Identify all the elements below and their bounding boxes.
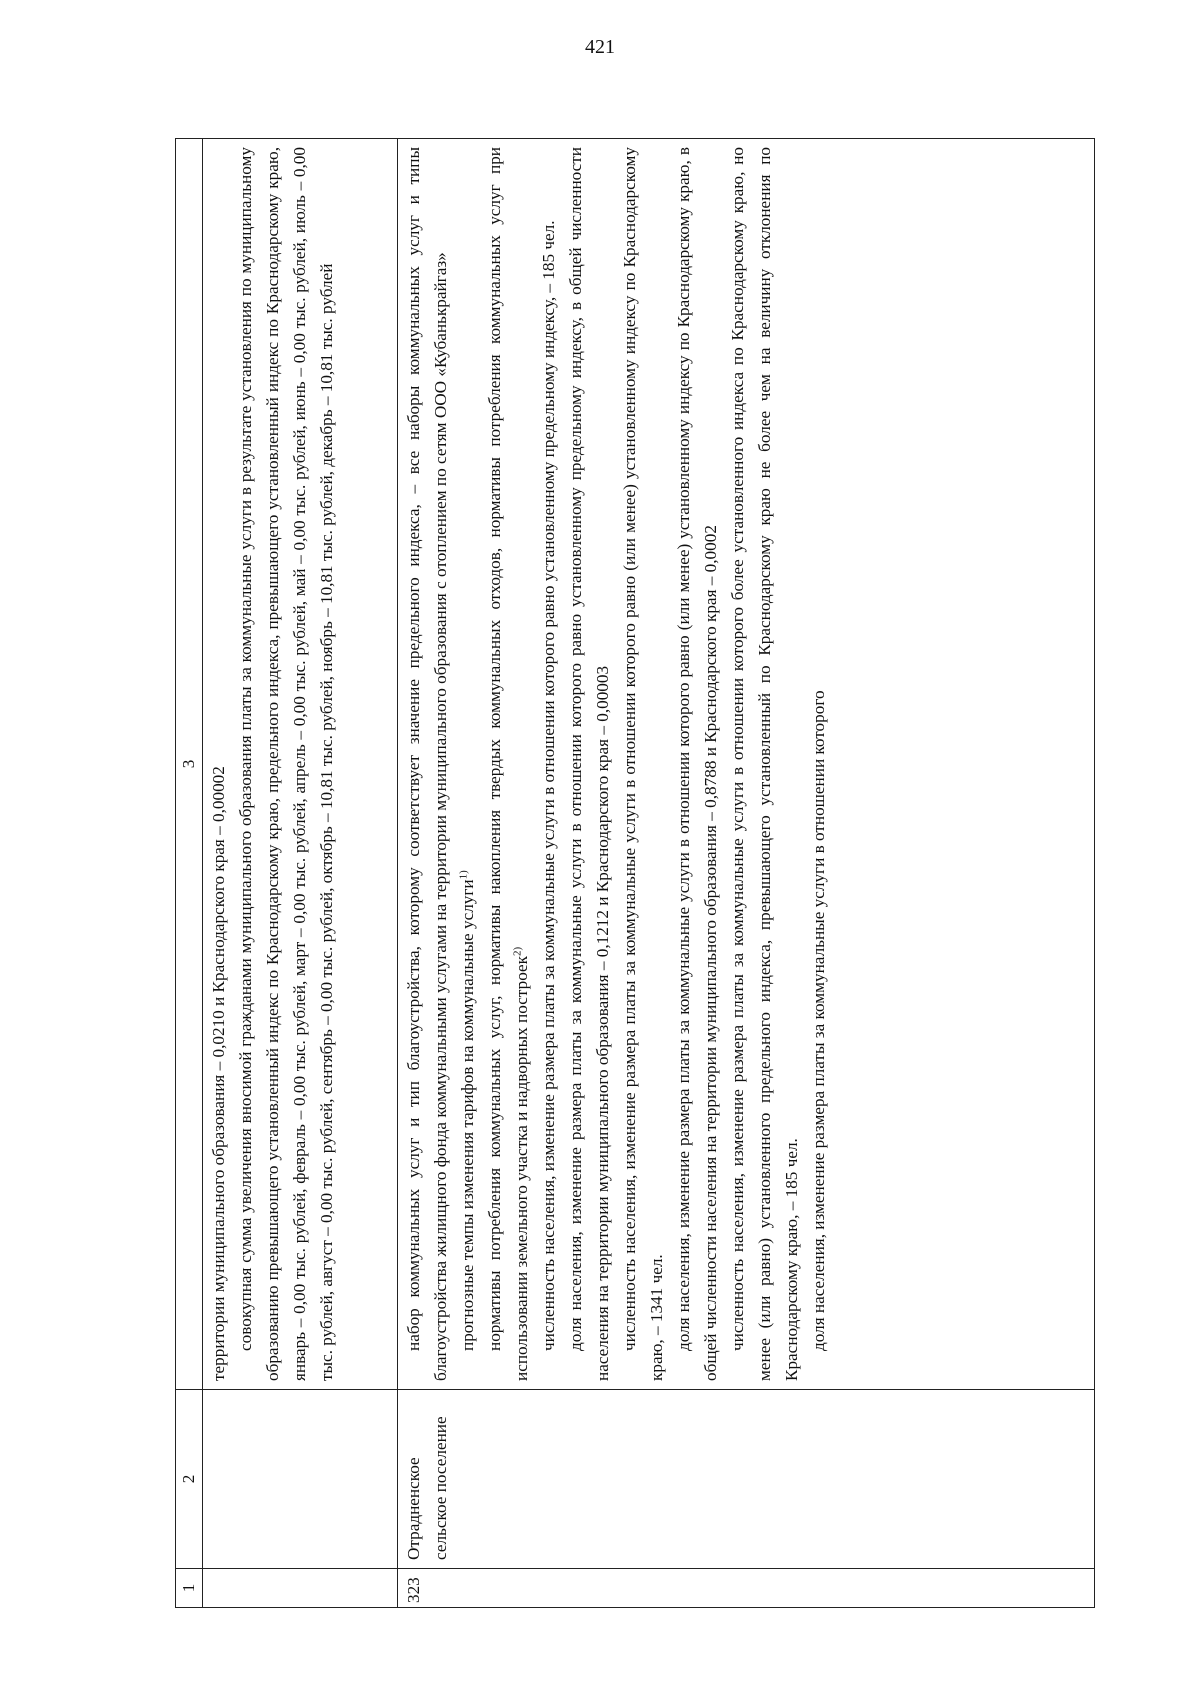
row-323-paragraph-0: набор коммунальных услуг и тип благоустройства, которому соответствует значение предельного индекса, – все наборы коммунальных услуг и типы благоустройства жилищного фонда коммунальными услугами на территории муниципального образования с отоплением по сетям ООО «Кубанькрайгаз»	[404, 147, 450, 1381]
row-323-paragraph-7: численность населения, изменение размера платы за коммунальные услуги в отношении которого более установленного индекса по Краснодарскому краю, но менее (или равно) установленного предельного индекса, превышающего установленный по Краснодарскому краю не более чем на величину отклонения по Краснодарскому краю, – 185 чел.	[728, 147, 801, 1381]
row-323-content	[398, 139, 1095, 1390]
row-323-paragraph-2	[481, 147, 535, 1381]
header-col-2: 2	[176, 1390, 203, 1569]
row-cont-number	[203, 1569, 398, 1608]
row-323-name: Отрадненское сельское поселение	[398, 1390, 1095, 1569]
row-cont-name	[203, 1390, 398, 1569]
table-row-continuation	[203, 139, 398, 1608]
row-323-paragraph-2-text: нормативы потребления коммунальных услуг, нормативы накопления твердых коммунальных отходов, нормативы потребления коммунальных услуг при использовании земельного участка и надворных построек	[485, 147, 531, 1381]
row-323-paragraph-1	[454, 147, 481, 1381]
table-row-323	[398, 139, 1095, 1608]
footnote-1-marker: 1)	[457, 870, 470, 880]
row-323-paragraph-3: численность населения, изменение размера платы за коммунальные услуги в отношении которого равно установленному предельному индексу, – 185 чел.	[539, 220, 558, 1351]
page-number: 421	[585, 36, 615, 58]
row-323-paragraph-6: доля населения, изменение размера платы за коммунальные услуги в отношении которого равно (или менее) установленному индексу по Краснодарскому краю, в общей численности населения на территории муниципального образования – 0,8788 и Краснодарского края – 0,0002	[674, 147, 720, 1381]
row-323-paragraph-1-text: прогнозные темпы изменения тарифов на коммунальные услуги	[458, 879, 477, 1351]
header-col-1: 1	[176, 1569, 203, 1608]
rotated-table-container	[175, 138, 1095, 1608]
row-cont-paragraph-0: территории муниципального образования – 0,0210 и Краснодарского края – 0,00002	[209, 766, 228, 1381]
row-323-paragraph-4: доля населения, изменение размера платы за коммунальные услуги в отношении которого равно установленному предельному индексу, в общей численности населения на территории муниципального образования – 0,1212 и Краснодарского края – 0,00003	[566, 147, 612, 1381]
footnote-2-marker: 2)	[511, 946, 524, 956]
row-323-number: 323	[398, 1569, 1095, 1608]
indices-table	[175, 138, 1095, 1608]
row-cont-paragraph-1: совокупная сумма увеличения вносимой гражданами муниципального образования платы за коммунальные услуги в результате установления по муниципальному образованию превышающего установленный индекс по Краснодарскому краю, предельного индекса, превышающего установленный индекс по Краснодарскому краю, январь – 0,00 тыс. рублей, февраль – 0,00 тыс. рублей, март – 0,00 тыс. рублей, апрель – 0,00 тыс. рублей, май – 0,00 тыс. рублей, июнь – 0,00 тыс. рублей, июль – 0,00 тыс. рублей, август – 0,00 тыс. рублей, сентябрь – 0,00 тыс. рублей, октябрь – 10,81 тыс. рублей, ноябрь – 10,81 тыс. рублей, декабрь – 10,81 тыс. рублей	[236, 147, 336, 1381]
row-323-paragraph-5: численность населения, изменение размера платы за коммунальные услуги в отношении которого равно (или менее) установленному индексу по Краснодарскому краю, – 1341 чел.	[620, 147, 666, 1381]
header-col-3: 3	[176, 139, 203, 1390]
table-header-row	[176, 139, 203, 1608]
row-cont-content	[203, 139, 398, 1390]
row-323-paragraph-8: доля населения, изменение размера платы за коммунальные услуги в отношении которого	[809, 690, 828, 1351]
